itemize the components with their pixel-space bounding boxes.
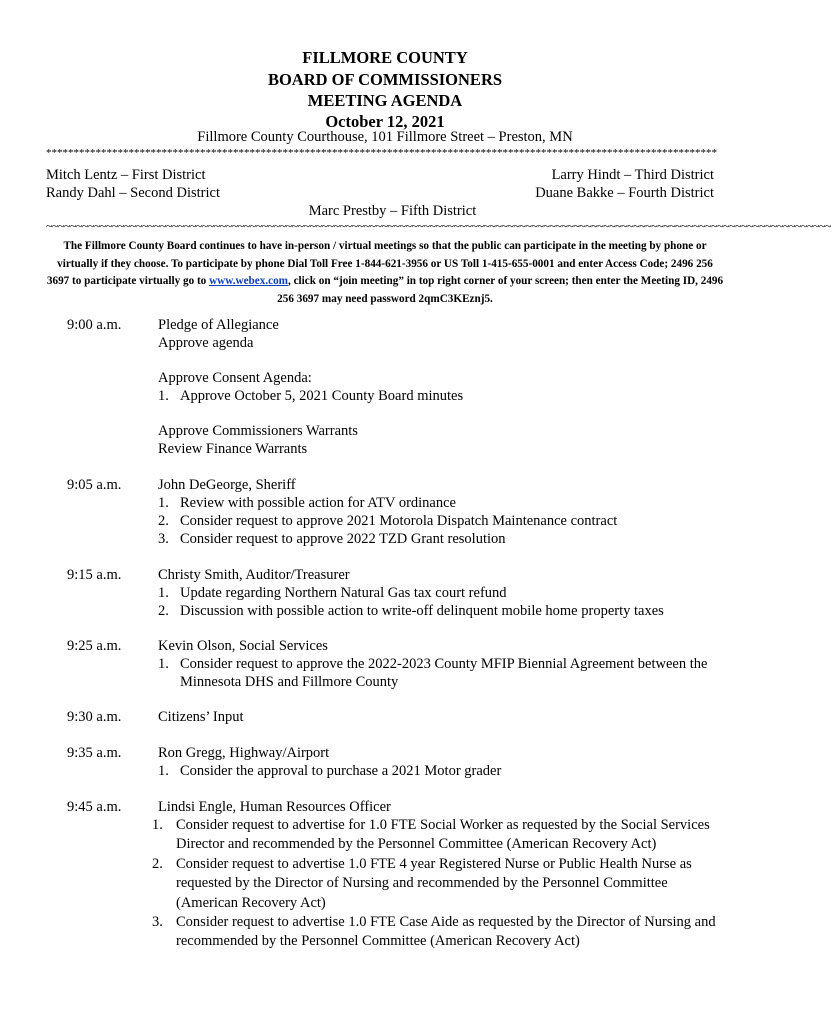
- pledge-item: Pledge of Allegiance: [158, 317, 279, 333]
- list-item: 1. Consider request to approve the 2022-2023 County MFIP Biennial Agreement between the Minnesota DHS and Fillmore County: [158, 656, 708, 690]
- agenda-title: MEETING AGENDA: [307, 91, 463, 110]
- notice-text-after: , click on “join meeting” in top right corner of your screen; then enter the Meeting ID, 2496 256 3697 may need password 2qmC3KEznj5.: [277, 275, 724, 305]
- list-item: 3. Consider request to advertise 1.0 FTE Case Aide as requested by the Director of Nursing and recommended by the Personnel Committee (American Recovery Act): [152, 914, 716, 950]
- webex-link[interactable]: www.webex.com: [209, 275, 288, 287]
- session-content: [152, 798, 728, 952]
- consent-agenda-title: Approve Consent Agenda:: [158, 370, 312, 386]
- list-item: 1. Approve October 5, 2021 County Board minutes: [158, 388, 464, 404]
- list-item: 1. Update regarding Northern Natural Gas tax court refund: [158, 585, 507, 601]
- participation-notice: [46, 238, 724, 308]
- list-item: 2. Consider request to approve 2021 Motorola Dispatch Maintenance contract: [158, 513, 618, 529]
- session-time: 9:05 a.m.: [67, 477, 122, 493]
- session-content: [158, 637, 728, 691]
- session-content: [158, 476, 728, 548]
- session-title: John DeGeorge, Sheriff: [158, 477, 296, 493]
- session-content: [158, 744, 728, 780]
- session-title: Kevin Olson, Social Services: [158, 638, 328, 654]
- meeting-location: Fillmore County Courthouse, 101 Fillmore Street – Preston, MN: [197, 129, 573, 145]
- commissioner-fifth-district: Marc Prestby – Fifth District: [308, 203, 477, 219]
- session-time: 9:00 a.m.: [67, 317, 122, 333]
- session-content: [158, 566, 728, 620]
- approve-agenda-item: Approve agenda: [158, 335, 254, 351]
- session-title: Christy Smith, Auditor/Treasurer: [158, 567, 350, 583]
- session-time: 9:15 a.m.: [67, 567, 122, 583]
- session-time: 9:30 a.m.: [67, 709, 122, 725]
- session-time: 9:25 a.m.: [67, 638, 122, 654]
- commissioner-third-district: Larry Hindt – Third District: [551, 167, 714, 183]
- session-title: Citizens’ Input: [158, 709, 244, 725]
- commissioner-second-district: Randy Dahl – Second District: [46, 185, 220, 201]
- star-divider: **************************************************************************************************************************: [46, 147, 717, 159]
- list-item: 1. Consider request to advertise for 1.0 FTE Social Worker as requested by the Social Services Director and recommended by the Personnel Committee (American Recovery Act): [152, 817, 710, 853]
- session-time: 9:45 a.m.: [67, 799, 122, 815]
- list-item: 3. Consider request to approve 2022 TZD Grant resolution: [158, 531, 506, 547]
- board-title: BOARD OF COMMISSIONERS: [267, 70, 503, 89]
- notice-text-before: The Fillmore County Board continues to have in-person / virtual meetings so that the public can participate in the meeting by phone or virtually if they choose. To participate by phone Dial Toll Free 1-844-621-3956 or US Toll 1-415-655-0001 and enter Access Code; 2496 256 3697 to participate virtually go to: [46, 240, 713, 287]
- commissioner-first-district: Mitch Lentz – First District: [46, 167, 206, 183]
- meeting-date: October 12, 2021: [325, 112, 445, 131]
- session-title: Ron Gregg, Highway/Airport: [158, 745, 330, 761]
- list-item: 1. Review with possible action for ATV ordinance: [158, 495, 456, 511]
- commissioner-fourth-district: Duane Bakke – Fourth District: [535, 185, 714, 201]
- session-title: Lindsi Engle, Human Resources Officer: [158, 799, 391, 815]
- session-content: [158, 708, 728, 726]
- list-item: 2. Consider request to advertise 1.0 FTE 4 year Registered Nurse or Public Health Nurse as requested by the Director of Nursing and recommended by the Personnel Committee (American Recovery Act): [152, 855, 692, 911]
- list-item: 1. Consider the approval to purchase a 2021 Motor grader: [158, 763, 502, 779]
- county-title: FILLMORE COUNTY: [302, 48, 468, 67]
- session-time: 9:35 a.m.: [67, 745, 122, 761]
- tilde-divider: ~~~~~~~~~~~~~~~~~~~~~~~~~~~~~~~~~~~~~~~~~~~~~~~~~~~~~~~~~~~~~~~~~~~~~~~~~~~~~~~~~~~~~~~~~~~~~~~~~~~~~~~~~~~~~~~~~~~~~~~~~~~~~~~~~~~: [46, 219, 831, 233]
- session-content: [158, 316, 728, 458]
- commissioners-warrants-item: Approve Commissioners Warrants: [158, 423, 358, 439]
- finance-warrants-item: Review Finance Warrants: [158, 441, 308, 457]
- list-item: 2. Discussion with possible action to write-off delinquent mobile home property taxes: [158, 603, 664, 619]
